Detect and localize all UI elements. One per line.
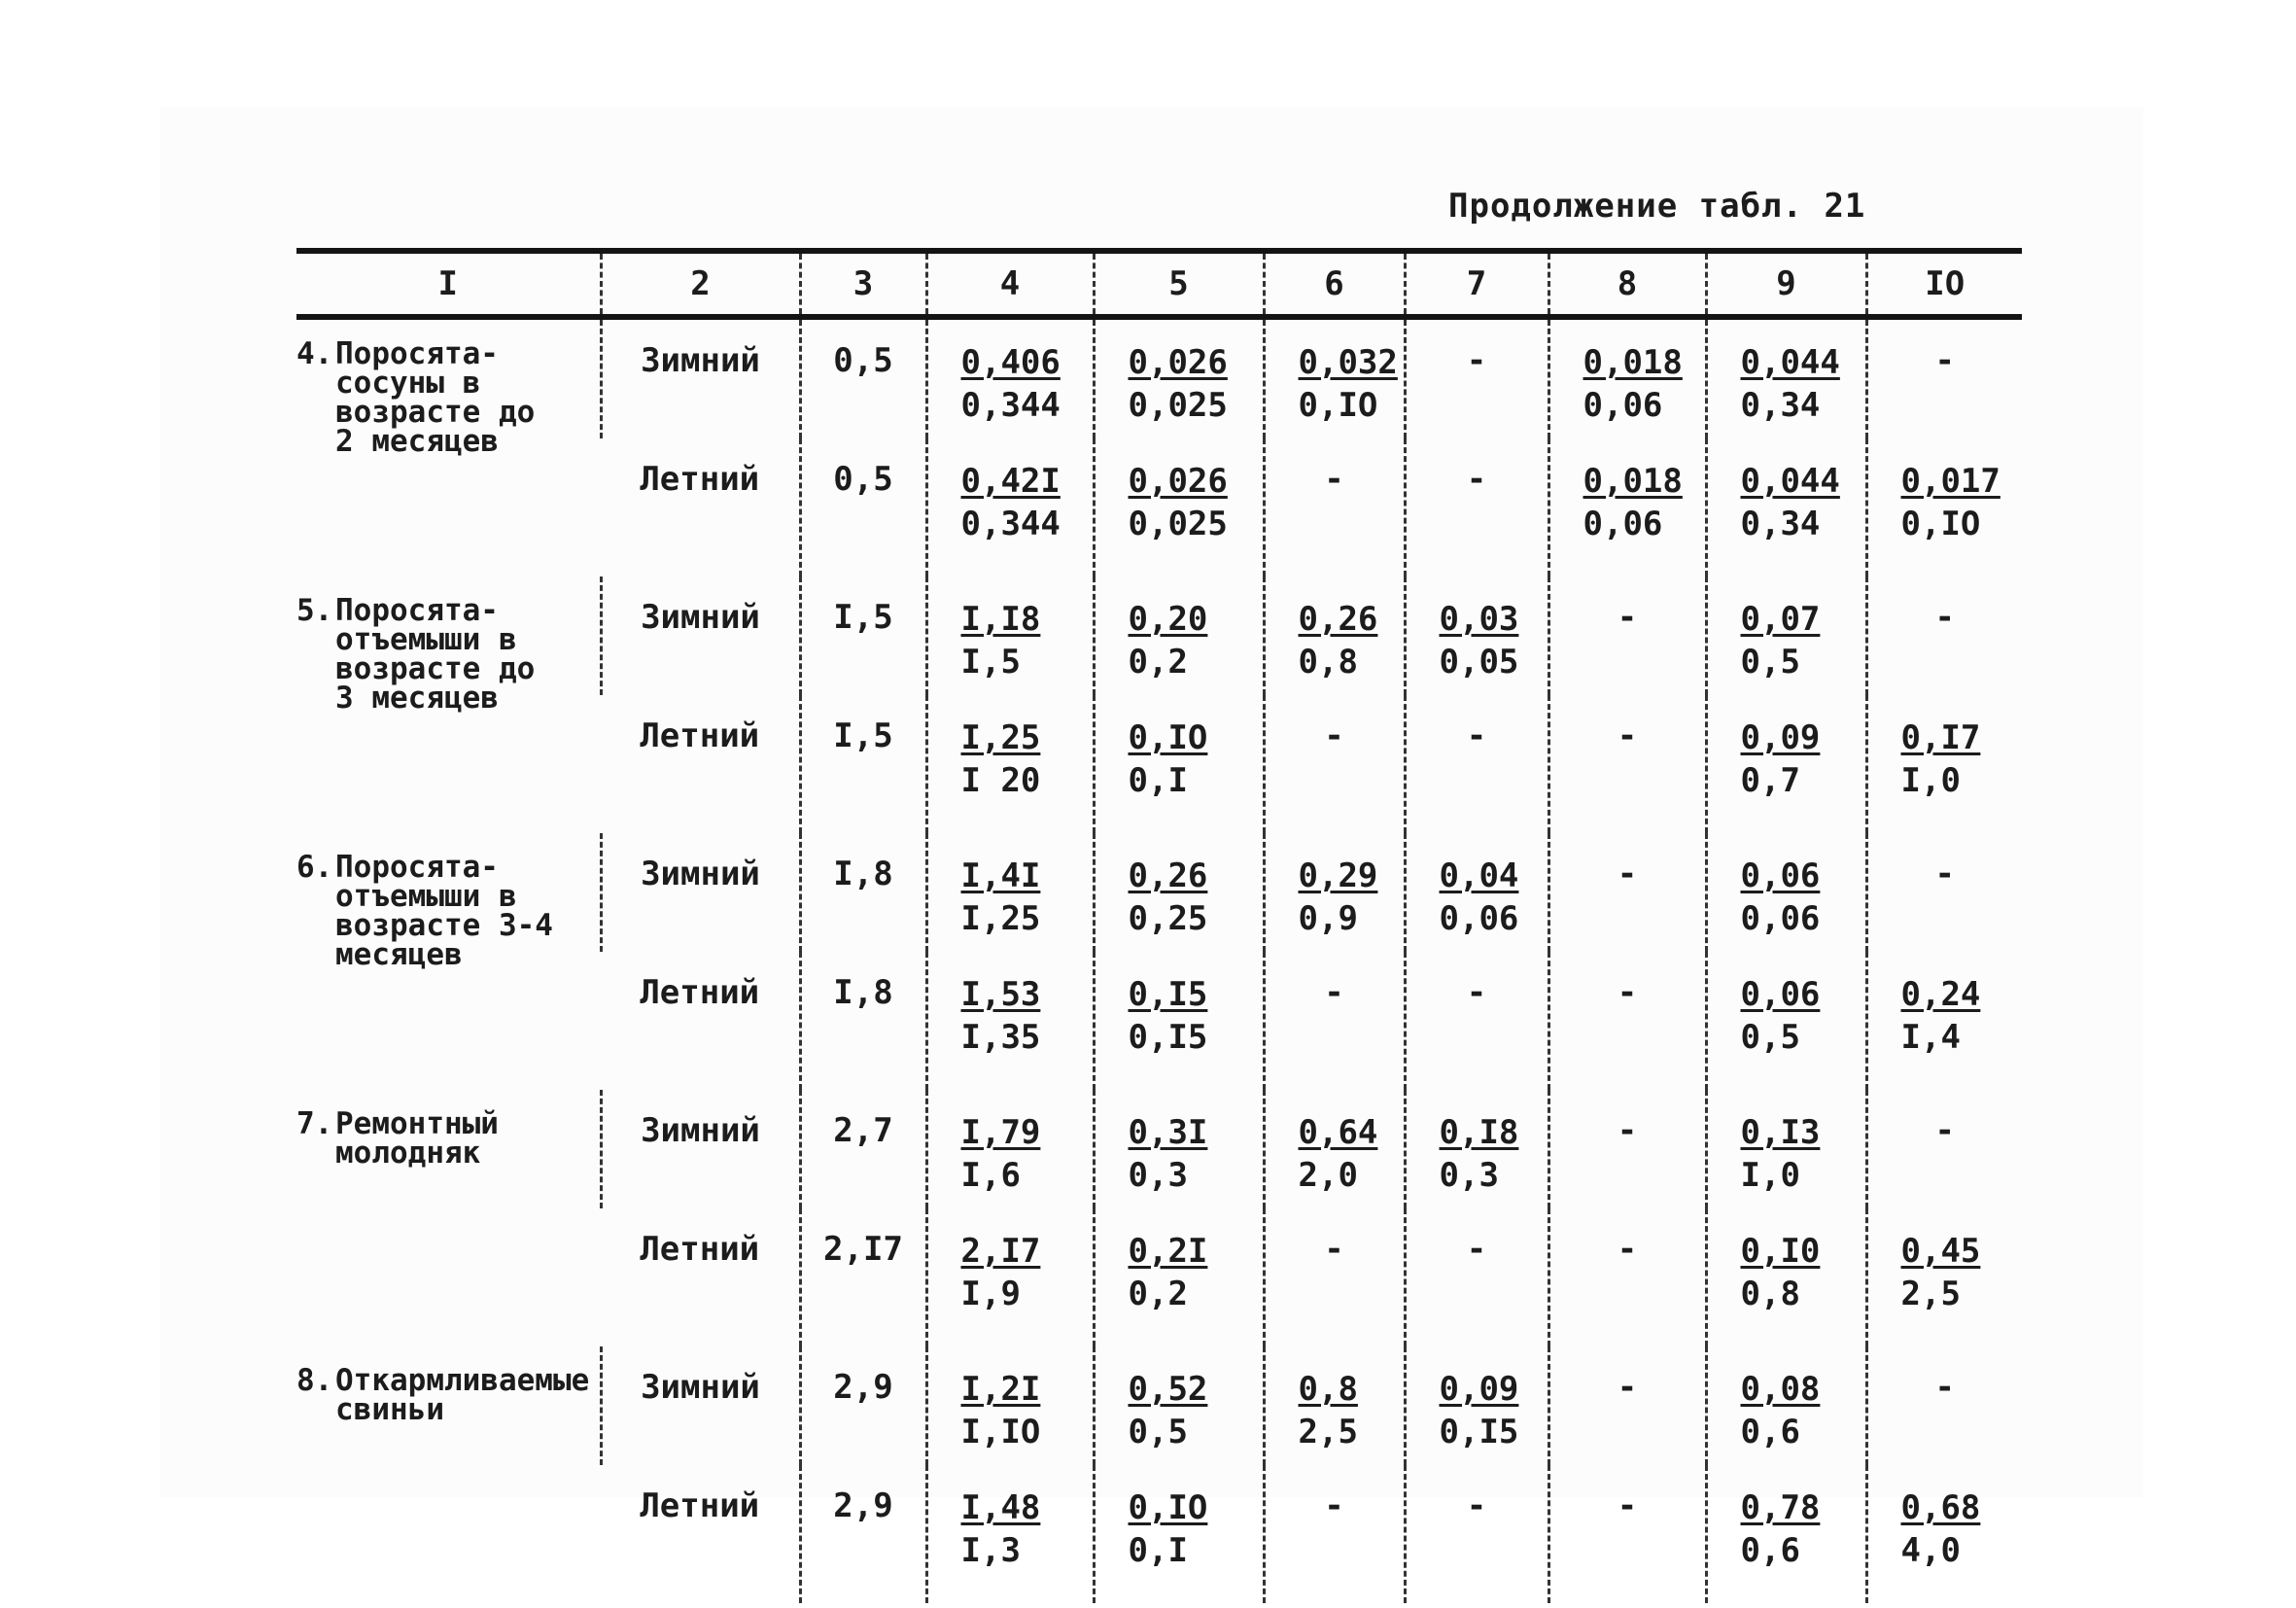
group-name-cell xyxy=(296,833,601,1090)
group-number: 4. xyxy=(296,336,333,371)
fraction-numerator: 0,52 xyxy=(1128,1370,1208,1409)
empty-dash-cell: - xyxy=(1548,1090,1706,1208)
group-number: 8. xyxy=(296,1363,333,1398)
empty-dash-cell: - xyxy=(1405,952,1548,1090)
season-cell: Летний xyxy=(640,717,760,755)
fraction-denominator: 2,5 xyxy=(1298,1413,1358,1451)
empty-dash-cell: - xyxy=(1548,695,1706,833)
fraction-numerator: 0,08 xyxy=(1740,1370,1821,1409)
fraction-denominator: 0,I xyxy=(1128,761,1188,800)
fraction-cell xyxy=(926,438,1094,577)
empty-dash-cell: - xyxy=(1866,833,2022,952)
fraction-denominator: 0,06 xyxy=(1439,899,1519,938)
fraction-cell xyxy=(1264,1090,1405,1208)
fraction-cell xyxy=(1706,317,1866,438)
empty-dash-cell: - xyxy=(1264,1208,1405,1346)
fraction-numerator: 0,06 xyxy=(1740,975,1821,1014)
fraction-cell xyxy=(1094,1465,1264,1603)
fraction-denominator: 0,34 xyxy=(1740,505,1821,543)
empty-dash-cell: - xyxy=(1405,438,1548,577)
empty-dash-cell: - xyxy=(1548,1465,1706,1603)
fraction-denominator: 0,05 xyxy=(1439,643,1519,682)
fraction-cell xyxy=(1094,952,1264,1090)
fraction-numerator: 0,29 xyxy=(1298,856,1378,895)
fraction-cell xyxy=(1405,577,1548,695)
fraction-denominator: 0,5 xyxy=(1740,1018,1800,1057)
fraction-numerator: 0,IO xyxy=(1128,1488,1208,1527)
fraction-denominator: I,0 xyxy=(1740,1156,1800,1195)
group-name: Ремонтный молодняк xyxy=(335,1106,499,1171)
table-body xyxy=(296,317,2022,1603)
fraction-numerator: 0,04 xyxy=(1439,856,1519,895)
fraction-numerator: 0,IO xyxy=(1128,718,1208,757)
data-table xyxy=(296,248,2022,1603)
fraction-denominator: 0,IO xyxy=(1900,505,1981,543)
fraction-cell xyxy=(1264,577,1405,695)
season-cell: Летний xyxy=(640,1230,760,1269)
empty-dash-cell: - xyxy=(1548,833,1706,952)
fraction-denominator: I 20 xyxy=(960,761,1041,800)
fraction-numerator: 0,09 xyxy=(1740,718,1821,757)
fraction-denominator: I,4 xyxy=(1900,1018,1961,1057)
value-cell: I,5 xyxy=(800,695,926,833)
fraction-numerator: 0,I0 xyxy=(1740,1232,1821,1271)
fraction-denominator: I,25 xyxy=(960,899,1041,938)
fraction-cell xyxy=(926,1208,1094,1346)
fraction-cell xyxy=(1866,1465,2022,1603)
fraction-denominator: I,3 xyxy=(960,1531,1021,1570)
group-number: 5. xyxy=(296,593,333,628)
column-header-4: 4 xyxy=(926,251,1094,317)
fraction-cell xyxy=(1706,577,1866,695)
fraction-denominator: 0,I5 xyxy=(1439,1413,1519,1451)
fraction-denominator: 0,34 xyxy=(1740,386,1821,425)
fraction-denominator: I,IO xyxy=(960,1413,1041,1451)
fraction-cell xyxy=(1405,833,1548,952)
group-name-cell xyxy=(296,317,601,577)
season-cell: Зимний xyxy=(601,1346,800,1465)
fraction-numerator: 0,032 xyxy=(1298,343,1398,382)
fraction-denominator: 0,5 xyxy=(1128,1413,1188,1451)
group-number: 7. xyxy=(296,1106,333,1141)
fraction-denominator: 0,06 xyxy=(1583,386,1663,425)
fraction-denominator: 0,344 xyxy=(960,505,1061,543)
fraction-numerator: 0,8 xyxy=(1298,1370,1358,1409)
fraction-numerator: I,48 xyxy=(960,1488,1041,1527)
fraction-cell xyxy=(1866,438,2022,577)
column-header-3: 3 xyxy=(800,251,926,317)
group-name: Поросята-отъемыши в возрасте до 3 месяцев xyxy=(335,593,536,716)
empty-dash-cell: - xyxy=(1405,695,1548,833)
fraction-numerator: I,I8 xyxy=(960,600,1041,639)
fraction-denominator: 0,8 xyxy=(1740,1275,1800,1313)
fraction-numerator: 0,018 xyxy=(1583,343,1683,382)
fraction-denominator: I,0 xyxy=(1900,761,1961,800)
fraction-denominator: 0,I xyxy=(1128,1531,1188,1570)
fraction-numerator: I,2I xyxy=(960,1370,1041,1409)
group-name-cell xyxy=(296,577,601,833)
fraction-cell xyxy=(1548,438,1706,577)
fraction-numerator: 0,68 xyxy=(1900,1488,1981,1527)
group-name: Поросята-сосуны в возрасте до 2 месяцев xyxy=(335,336,536,459)
fraction-cell xyxy=(926,317,1094,438)
group-name: Откармливаемые свиньи xyxy=(335,1363,590,1427)
fraction-cell xyxy=(1264,1346,1405,1465)
column-header-8: 8 xyxy=(1548,251,1706,317)
fraction-numerator: 0,24 xyxy=(1900,975,1981,1014)
fraction-denominator: I,9 xyxy=(960,1275,1021,1313)
empty-dash-cell: - xyxy=(1866,1090,2022,1208)
season-cell: Летний xyxy=(640,973,760,1012)
value-cell: 2,7 xyxy=(800,1090,926,1208)
value-cell: 2,9 xyxy=(800,1465,926,1603)
fraction-cell xyxy=(926,695,1094,833)
fraction-denominator: I,35 xyxy=(960,1018,1041,1057)
fraction-numerator: 0,42I xyxy=(960,462,1061,501)
fraction-cell xyxy=(1706,1346,1866,1465)
fraction-cell xyxy=(1094,1208,1264,1346)
fraction-denominator: 0,6 xyxy=(1740,1531,1800,1570)
table-container xyxy=(296,248,2022,1603)
column-header-10: IO xyxy=(1866,251,2022,317)
fraction-numerator: 0,044 xyxy=(1740,343,1840,382)
fraction-numerator: 0,I8 xyxy=(1439,1113,1519,1152)
fraction-cell xyxy=(1706,1208,1866,1346)
fraction-denominator: 0,IO xyxy=(1298,386,1378,425)
fraction-numerator: 0,07 xyxy=(1740,600,1821,639)
season-cell: Зимний xyxy=(601,1090,800,1208)
fraction-denominator: 0,2 xyxy=(1128,643,1188,682)
fraction-numerator: I,25 xyxy=(960,718,1041,757)
group-name-cell xyxy=(296,1346,601,1603)
fraction-denominator: 0,06 xyxy=(1740,899,1821,938)
fraction-cell xyxy=(926,952,1094,1090)
fraction-numerator: 0,26 xyxy=(1128,856,1208,895)
fraction-cell xyxy=(1094,577,1264,695)
fraction-cell xyxy=(1548,317,1706,438)
fraction-cell xyxy=(1094,438,1264,577)
column-header-6: 6 xyxy=(1264,251,1405,317)
fraction-denominator: 0,6 xyxy=(1740,1413,1800,1451)
fraction-cell xyxy=(1094,1090,1264,1208)
fraction-numerator: 0,20 xyxy=(1128,600,1208,639)
column-header-2: 2 xyxy=(601,251,800,317)
fraction-cell xyxy=(1866,952,2022,1090)
table-row xyxy=(296,1346,2022,1465)
value-cell: I,5 xyxy=(800,577,926,695)
fraction-numerator: 0,78 xyxy=(1740,1488,1821,1527)
fraction-numerator: 0,09 xyxy=(1439,1370,1519,1409)
empty-dash-cell: - xyxy=(1866,317,2022,438)
season-cell: Зимний xyxy=(601,577,800,695)
fraction-numerator: 2,I7 xyxy=(960,1232,1041,1271)
empty-dash-cell: - xyxy=(1405,1208,1548,1346)
fraction-cell xyxy=(1405,1090,1548,1208)
empty-dash-cell: - xyxy=(1866,577,2022,695)
fraction-numerator: 0,044 xyxy=(1740,462,1840,501)
fraction-cell xyxy=(1264,833,1405,952)
fraction-cell xyxy=(1094,317,1264,438)
fraction-denominator: 2,5 xyxy=(1900,1275,1961,1313)
fraction-denominator: 0,3 xyxy=(1439,1156,1499,1195)
value-cell: I,8 xyxy=(800,833,926,952)
fraction-numerator: 0,06 xyxy=(1740,856,1821,895)
fraction-numerator: 0,3I xyxy=(1128,1113,1208,1152)
fraction-numerator: 0,I7 xyxy=(1900,718,1981,757)
fraction-cell xyxy=(1706,1465,1866,1603)
column-header-5: 5 xyxy=(1094,251,1264,317)
fraction-cell xyxy=(1866,1208,2022,1346)
column-header-9: 9 xyxy=(1706,251,1866,317)
fraction-denominator: 0,5 xyxy=(1740,643,1800,682)
table-caption: Продолжение табл. 21 xyxy=(1448,187,1866,226)
fraction-denominator: 0,7 xyxy=(1740,761,1800,800)
value-cell: 0,5 xyxy=(800,317,926,438)
fraction-numerator: 0,026 xyxy=(1128,462,1228,501)
season-cell: Зимний xyxy=(601,317,800,438)
group-name-cell xyxy=(296,1090,601,1346)
fraction-denominator: I,6 xyxy=(960,1156,1021,1195)
fraction-cell xyxy=(1094,1346,1264,1465)
fraction-denominator: 0,025 xyxy=(1128,386,1228,425)
fraction-denominator: 0,06 xyxy=(1583,505,1663,543)
empty-dash-cell: - xyxy=(1548,952,1706,1090)
fraction-denominator: 0,I5 xyxy=(1128,1018,1208,1057)
fraction-cell xyxy=(1706,833,1866,952)
fraction-denominator: 0,2 xyxy=(1128,1275,1188,1313)
fraction-numerator: 0,018 xyxy=(1583,462,1683,501)
fraction-numerator: 0,026 xyxy=(1128,343,1228,382)
fraction-cell xyxy=(926,577,1094,695)
column-header-1: I xyxy=(296,251,601,317)
fraction-numerator: 0,406 xyxy=(960,343,1061,382)
fraction-denominator: 0,3 xyxy=(1128,1156,1188,1195)
fraction-numerator: 0,017 xyxy=(1900,462,2000,501)
season-cell: Зимний xyxy=(601,833,800,952)
fraction-cell xyxy=(926,833,1094,952)
fraction-denominator: I,5 xyxy=(960,643,1021,682)
fraction-numerator: I,79 xyxy=(960,1113,1041,1152)
fraction-numerator: 0,45 xyxy=(1900,1232,1981,1271)
value-cell: 2,9 xyxy=(800,1346,926,1465)
fraction-denominator: 0,25 xyxy=(1128,899,1208,938)
fraction-cell xyxy=(1706,1090,1866,1208)
fraction-numerator: I,53 xyxy=(960,975,1041,1014)
value-cell: I,8 xyxy=(800,952,926,1090)
fraction-cell xyxy=(926,1346,1094,1465)
fraction-denominator: 0,025 xyxy=(1128,505,1228,543)
table-row xyxy=(296,577,2022,695)
fraction-denominator: 0,344 xyxy=(960,386,1061,425)
fraction-denominator: 2,0 xyxy=(1298,1156,1358,1195)
empty-dash-cell: - xyxy=(1264,438,1405,577)
empty-dash-cell: - xyxy=(1548,577,1706,695)
fraction-cell xyxy=(926,1090,1094,1208)
header-row xyxy=(296,251,2022,317)
empty-dash-cell: - xyxy=(1548,1208,1706,1346)
group-name: Поросята-отъемыши в возрасте 3-4 месяцев xyxy=(335,850,553,972)
fraction-denominator: 0,9 xyxy=(1298,899,1358,938)
fraction-numerator: 0,26 xyxy=(1298,600,1378,639)
empty-dash-cell: - xyxy=(1264,695,1405,833)
table-row xyxy=(296,317,2022,438)
fraction-numerator: 0,03 xyxy=(1439,600,1519,639)
fraction-cell xyxy=(1405,1346,1548,1465)
season-cell: Летний xyxy=(640,1486,760,1525)
table-row xyxy=(296,833,2022,952)
fraction-cell xyxy=(1866,695,2022,833)
fraction-cell xyxy=(1706,952,1866,1090)
empty-dash-cell: - xyxy=(1264,1465,1405,1603)
fraction-cell xyxy=(1094,695,1264,833)
empty-dash-cell: - xyxy=(1405,317,1548,438)
fraction-numerator: 0,64 xyxy=(1298,1113,1378,1152)
fraction-cell xyxy=(1094,833,1264,952)
fraction-numerator: 0,2I xyxy=(1128,1232,1208,1271)
group-number: 6. xyxy=(296,850,333,885)
fraction-denominator: 4,0 xyxy=(1900,1531,1961,1570)
column-header-7: 7 xyxy=(1405,251,1548,317)
fraction-cell xyxy=(926,1465,1094,1603)
value-cell: 0,5 xyxy=(800,438,926,577)
empty-dash-cell: - xyxy=(1264,952,1405,1090)
value-cell: 2,I7 xyxy=(800,1208,926,1346)
season-cell: Летний xyxy=(640,460,760,499)
fraction-numerator: I,4I xyxy=(960,856,1041,895)
fraction-cell xyxy=(1706,438,1866,577)
table-row xyxy=(296,1090,2022,1208)
fraction-cell xyxy=(1264,317,1405,438)
fraction-denominator: 0,8 xyxy=(1298,643,1358,682)
fraction-numerator: 0,I3 xyxy=(1740,1113,1821,1152)
empty-dash-cell: - xyxy=(1548,1346,1706,1465)
empty-dash-cell: - xyxy=(1405,1465,1548,1603)
fraction-cell xyxy=(1706,695,1866,833)
empty-dash-cell: - xyxy=(1866,1346,2022,1465)
fraction-numerator: 0,I5 xyxy=(1128,975,1208,1014)
